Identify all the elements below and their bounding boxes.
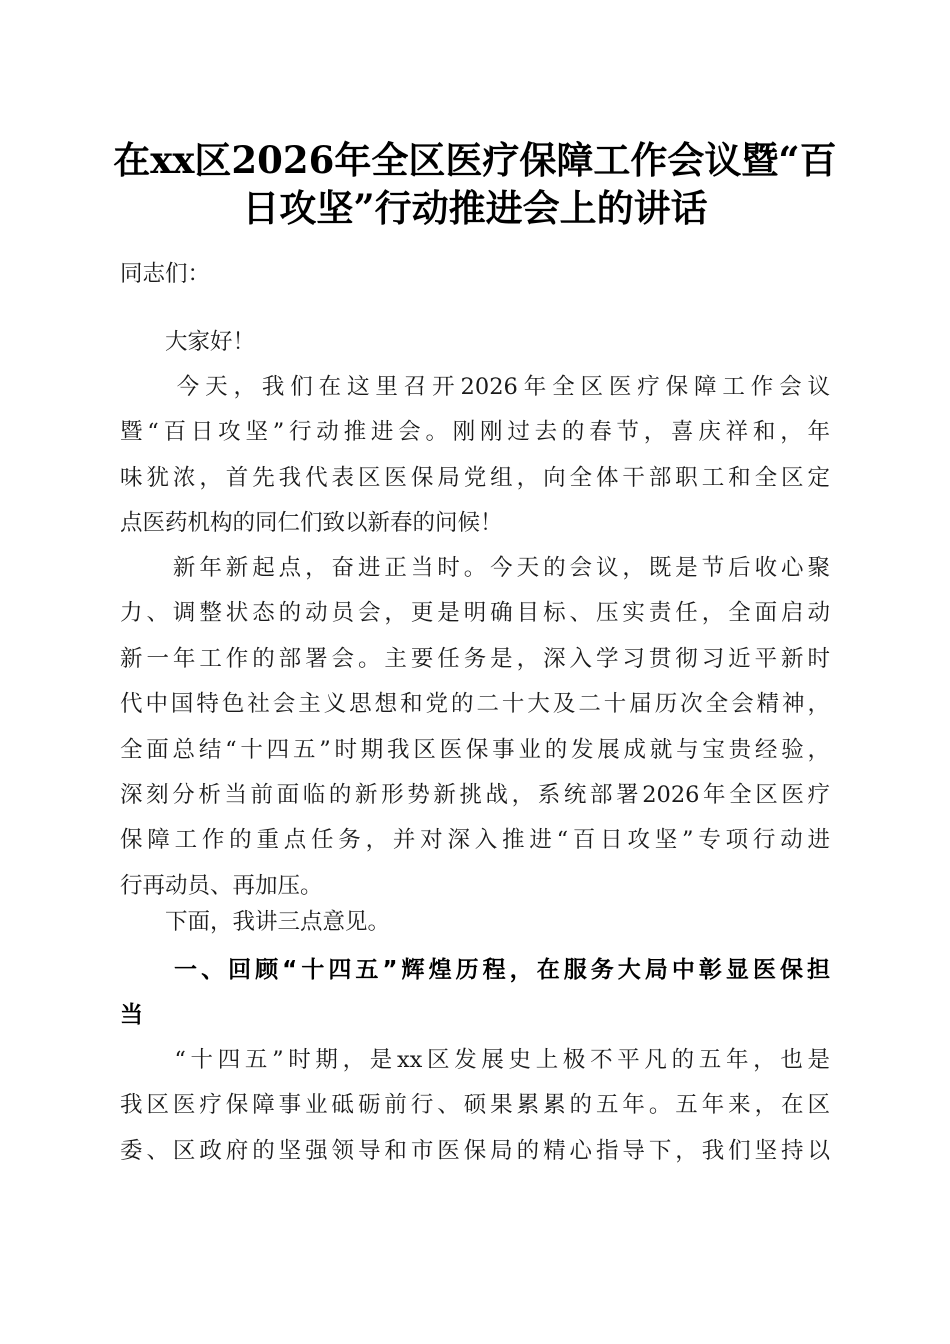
document-title-line-2: 日攻坚”行动推进会上的讲话	[242, 186, 708, 230]
paragraph-line: 保障工作的重点任务，并对深入推进“百日攻坚”专项行动进	[120, 827, 830, 854]
paragraph-line: 味犹浓，首先我代表区医保局党组，向全体干部职工和全区定	[120, 464, 830, 491]
paragraph-line: 深刻分析当前面临的新形势新挑战，系统部署2026年全区医疗	[120, 781, 830, 808]
paragraph-intro	[120, 365, 830, 547]
paragraph-line: 今天，我们在这里召开2026年全区医疗保障工作会议	[120, 374, 830, 400]
paragraph-line: 行再动员、再加压。	[120, 872, 323, 899]
paragraph-transition	[120, 900, 830, 945]
paragraph-line: 代中国特色社会主义思想和党的二十大及二十届历次全会精神，	[120, 691, 830, 718]
paragraph-line: 我区医疗保障事业砥砺前行、硕果累累的五年。五年来，在区	[120, 1092, 830, 1119]
paragraph-line: 新年新起点，奋进正当时。今天的会议，既是节后收心聚	[120, 555, 830, 581]
section-heading-1	[120, 947, 830, 1038]
paragraph-line: 新一年工作的部署会。主要任务是，深入学习贯彻习近平新时	[120, 645, 830, 672]
paragraph-line: 下面，我讲三点意见。	[120, 909, 391, 935]
paragraph-line: 委、区政府的坚强领导和市医保局的精心指导下，我们坚持以	[120, 1137, 830, 1164]
paragraph-line: 大家好！	[120, 329, 256, 355]
document-title-line-1: 在xx区2026年全区医疗保障工作会议暨“百	[113, 138, 837, 182]
heading-line: 一、回顾“十四五”辉煌历程，在服务大局中彰显医保担	[120, 957, 830, 983]
paragraph-review	[120, 1038, 830, 1174]
paragraph-line: 力、调整状态的动员会，更是明确目标、压实责任，全面启动	[120, 600, 830, 627]
paragraph-line: 点医药机构的同仁们致以新春的问候！	[120, 510, 503, 537]
paragraph-greeting	[120, 320, 830, 365]
paragraph-purpose	[120, 546, 830, 909]
salutation: 同志们：	[120, 261, 211, 287]
paragraph-line: 暨“百日攻坚”行动推进会。刚刚过去的春节，喜庆祥和，年	[120, 419, 830, 446]
paragraph-line: 全面总结“十四五”时期我区医保事业的发展成就与宝贵经验，	[120, 736, 830, 763]
paragraph-line: “十四五”时期，是xx区发展史上极不平凡的五年，也是	[120, 1047, 830, 1073]
heading-line: 当	[120, 1002, 143, 1029]
